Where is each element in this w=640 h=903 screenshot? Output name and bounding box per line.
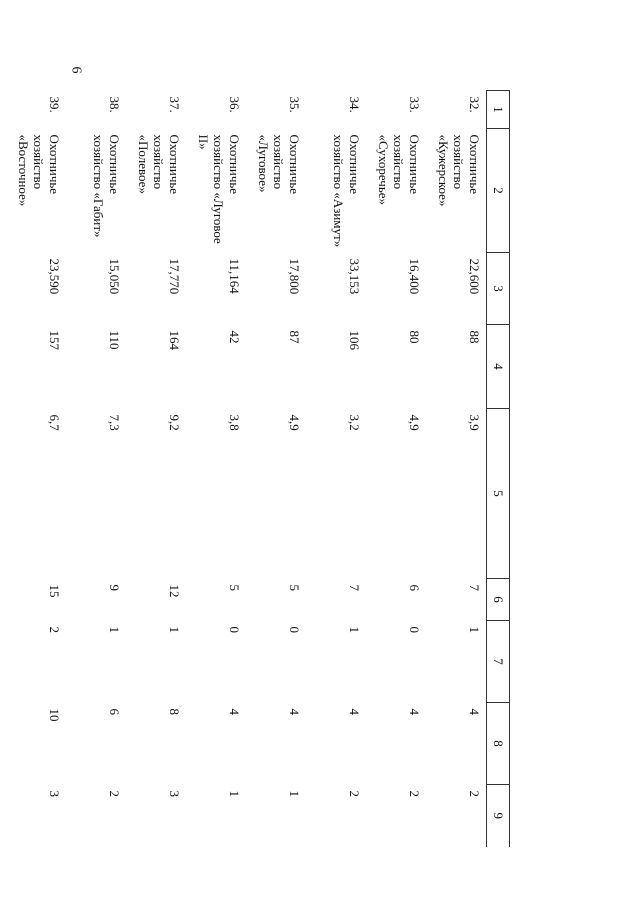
table-row: [6, 91, 66, 847]
row-number: 33.: [407, 96, 422, 113]
column-header-4: 4: [487, 325, 510, 409]
header-row: [487, 91, 510, 847]
column-header-7: 7: [487, 621, 510, 703]
cell-col-7: 1: [467, 626, 482, 633]
cell-col-5: 3,9: [467, 414, 482, 431]
cell-col-6: 6: [407, 584, 422, 591]
column-header-2: 2: [487, 129, 510, 253]
cell-col-5: 9,2: [167, 414, 182, 431]
cell-col-6: 5: [287, 584, 302, 591]
table-row: [426, 91, 487, 847]
cell-col-9: 1: [227, 790, 242, 797]
hunting-ground-name: Охотничье хозяйство «Восточное»: [15, 134, 62, 207]
cell-col-5: 4,9: [287, 414, 302, 431]
cell-col-5: 3,2: [347, 414, 362, 431]
column-header-3: 3: [487, 253, 510, 325]
cell-col-7: 0: [407, 626, 422, 633]
cell-col-6: 15: [47, 584, 62, 598]
cell-col-3: 17,800: [287, 258, 302, 295]
cell-col-9: 1: [287, 790, 302, 797]
cell-col-6: 12: [167, 584, 182, 598]
hunting-ground-name: Охотничье хозяйство «Кужерское»: [435, 134, 482, 207]
column-header-1: 1: [487, 91, 510, 129]
cell-col-4: 42: [227, 330, 242, 344]
row-number: 35.: [287, 96, 302, 113]
cell-col-5: 6,7: [47, 414, 62, 431]
table-row: [126, 91, 186, 847]
cell-col-3: 33,153: [347, 258, 362, 295]
table-row: [186, 91, 246, 847]
cell-col-5: 7,3: [107, 414, 122, 431]
row-number: 36.: [227, 96, 242, 113]
cell-col-4: 164: [167, 330, 182, 350]
cell-col-8: 4: [287, 708, 302, 715]
cell-col-3: 15,050: [107, 258, 122, 295]
hunting-ground-name: Охотничье хозяйство «Сухоречье»: [375, 134, 422, 206]
cell-col-8: 4: [347, 708, 362, 715]
cell-col-3: 16,400: [407, 258, 422, 295]
cell-col-7: 1: [347, 626, 362, 633]
cell-col-8: 4: [407, 708, 422, 715]
cell-col-3: 11,164: [227, 258, 242, 294]
hunting-ground-name: Охотничье хозяйство «Полевое»: [135, 134, 182, 195]
cell-col-9: 3: [47, 790, 62, 797]
row-number: 32.: [467, 96, 482, 113]
cell-col-4: 87: [287, 330, 302, 344]
page-number: 6: [68, 66, 84, 74]
cell-col-7: 1: [107, 626, 122, 633]
cell-col-9: 2: [107, 790, 122, 797]
table-row: [366, 91, 426, 847]
cell-col-5: 3,8: [227, 414, 242, 431]
cell-col-4: 106: [347, 330, 362, 350]
cell-col-4: 88: [467, 330, 482, 344]
cell-col-8: 8: [167, 708, 182, 715]
cell-col-7: 0: [287, 626, 302, 633]
table-row: [246, 91, 306, 847]
hunting-ground-name: Охотничье хозяйство «Луговое II»: [195, 134, 242, 244]
row-number: 39.: [47, 96, 62, 113]
cell-col-6: 7: [467, 584, 482, 591]
cell-col-9: 2: [347, 790, 362, 797]
cell-col-9: 3: [167, 790, 182, 797]
column-header-8: 8: [487, 703, 510, 785]
cell-col-9: 2: [407, 790, 422, 797]
cell-col-8: 4: [227, 708, 242, 715]
table-row: [306, 91, 366, 847]
cell-col-9: 2: [467, 790, 482, 797]
cell-col-4: 157: [47, 330, 62, 350]
table-row: [66, 91, 126, 847]
cell-col-6: 5: [227, 584, 242, 591]
column-header-5: 5: [487, 409, 510, 579]
hunting-grounds-table: [6, 90, 510, 847]
cell-col-4: 80: [407, 330, 422, 344]
column-header-9: 9: [487, 785, 510, 847]
row-number: 34.: [347, 96, 362, 113]
row-number: 38.: [107, 96, 122, 113]
cell-col-5: 4,9: [407, 414, 422, 431]
cell-col-7: 0: [227, 626, 242, 633]
cell-col-3: 22,600: [467, 258, 482, 295]
cell-col-8: 10: [47, 708, 62, 722]
cell-col-6: 7: [347, 584, 362, 591]
hunting-grounds-table-wrapper: [15, 90, 510, 846]
cell-col-3: 23,590: [47, 258, 62, 295]
hunting-ground-name: Охотничье хозяйство «Луговое»: [255, 134, 302, 195]
column-header-6: 6: [487, 579, 510, 621]
cell-col-8: 6: [107, 708, 122, 715]
hunting-ground-name: Охотничье хозяйство «Азимут»: [331, 134, 362, 248]
cell-col-3: 17,770: [167, 258, 182, 295]
cell-col-7: 2: [47, 626, 62, 633]
cell-col-8: 4: [467, 708, 482, 715]
cell-col-6: 9: [107, 584, 122, 591]
cell-col-7: 1: [167, 626, 182, 633]
row-number: 37.: [167, 96, 182, 113]
cell-col-4: 110: [107, 330, 122, 350]
hunting-ground-name: Охотничье хозяйство «Габит»: [91, 134, 122, 238]
